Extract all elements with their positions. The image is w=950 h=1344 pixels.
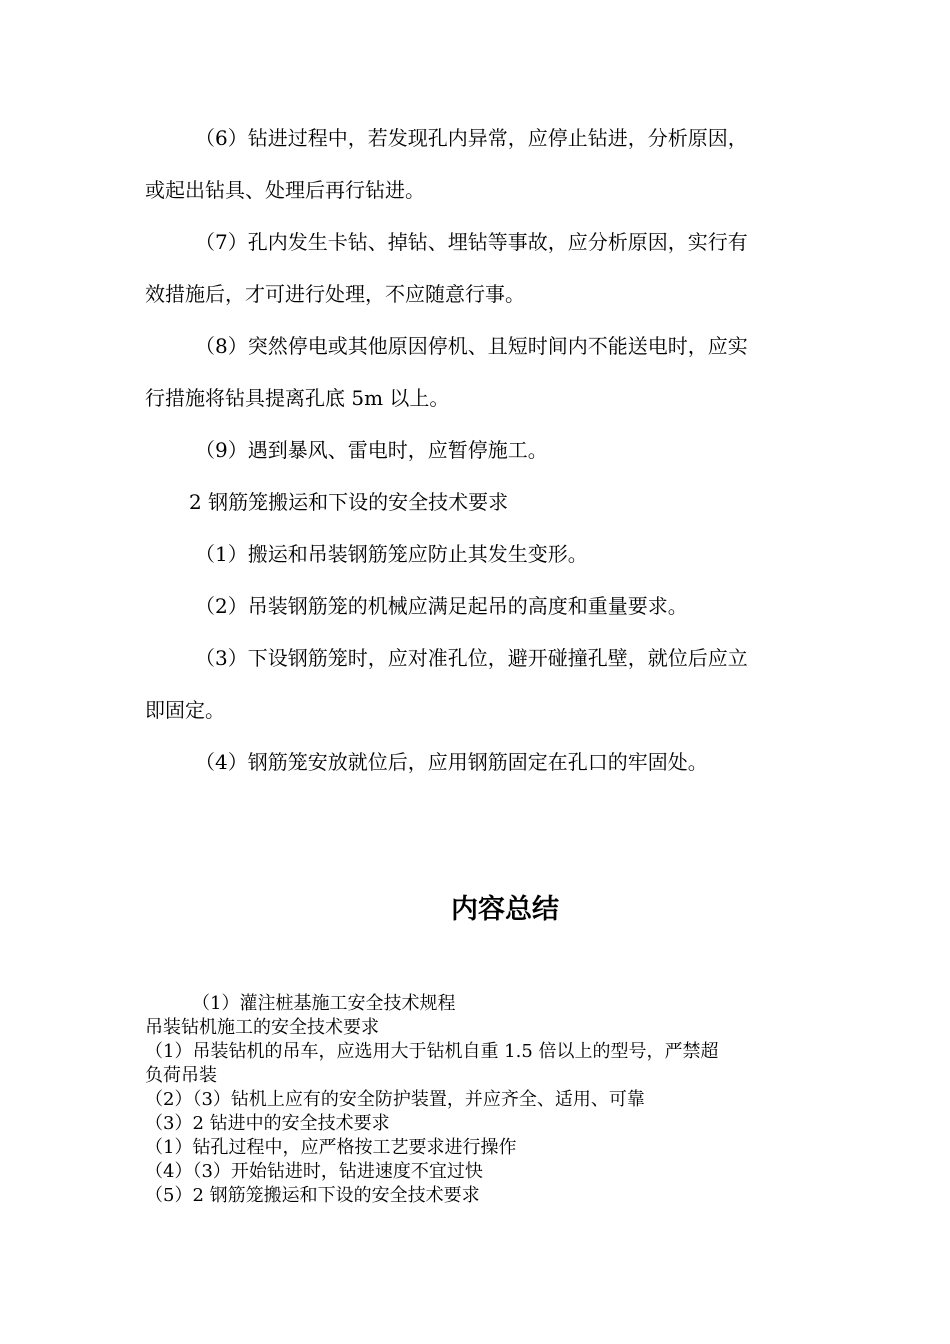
summary-line: （2）（3）钻机上应有的安全防护装置，并应齐全、适用、可靠 (145, 1089, 645, 1110)
body-text (145, 112, 810, 788)
section-2-item-3-line-1: （3）下设钢筋笼时，应对准孔位，避开碰撞孔壁，就位后应立 (195, 646, 748, 670)
summary-line: （1）吊装钻机的吊车，应选用大于钻机自重 1.5 倍以上的型号，严禁超 (145, 1041, 719, 1062)
summary-line: （1）灌注桩基施工安全技术规程 (192, 993, 456, 1014)
summary-line: （5）2 钢筋笼搬运和下设的安全技术要求 (145, 1185, 480, 1206)
section-2-item-4: （4）钢筋笼安放就位后，应用钢筋固定在孔口的牢固处。 (195, 750, 708, 774)
paragraph-8-line-1: （8）突然停电或其他原因停机、且短时间内不能送电时，应实 (195, 334, 748, 358)
summary-line: 负荷吊装 (145, 1065, 217, 1086)
summary-line: （3）2 钻进中的安全技术要求 (145, 1113, 390, 1134)
section-2-heading: 2 钢筋笼搬运和下设的安全技术要求 (189, 490, 509, 514)
paragraph-6-line-2: 或起出钻具、处理后再行钻进。 (145, 178, 425, 202)
paragraph-8-line-2: 行措施将钻具提离孔底 5m 以上。 (145, 386, 450, 410)
paragraph-9: （9）遇到暴风、雷电时，应暂停施工。 (195, 438, 548, 462)
section-2-item-3-line-2: 即固定。 (145, 698, 225, 722)
summary-line: （4）（3）开始钻进时，钻进速度不宜过快 (145, 1161, 483, 1182)
paragraph-7-line-1: （7）孔内发生卡钻、掉钻、埋钻等事故，应分析原因，实行有 (195, 230, 748, 254)
section-2-item-2: （2）吊装钢筋笼的机械应满足起吊的高度和重量要求。 (195, 594, 688, 618)
paragraph-7-line-2: 效措施后，才可进行处理，不应随意行事。 (145, 282, 525, 306)
summary-title: 内容总结 (451, 894, 559, 925)
summary-line: 吊装钻机施工的安全技术要求 (145, 1017, 379, 1038)
summary-line: （1）钻孔过程中，应严格按工艺要求进行操作 (145, 1137, 517, 1158)
paragraph-6-line-1: （6）钻进过程中，若发现孔内异常，应停止钻进，分析原因， (195, 126, 748, 150)
section-2-item-1: （1）搬运和吊装钢筋笼应防止其发生变形。 (195, 542, 588, 566)
summary-block (145, 992, 810, 1208)
